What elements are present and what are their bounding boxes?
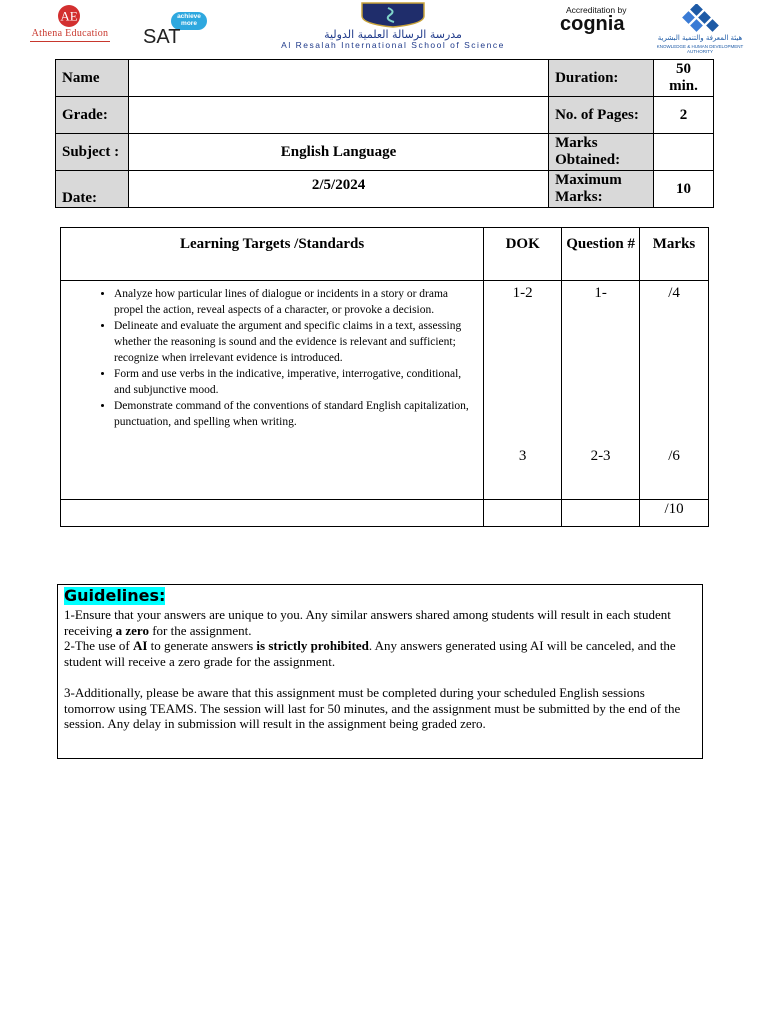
school-logo xyxy=(234,0,552,50)
guideline-2-tail: . Any answers generated using AI will be canceled, and the student will receive a zero grade for the assignment. xyxy=(64,638,676,669)
guideline-1-bold: a zero xyxy=(115,622,149,638)
guideline-1 xyxy=(64,607,696,638)
khda-name-arabic: هيئة المعرفة والتنمية البشرية xyxy=(657,34,743,42)
standards-header: Learning Targets /Standards xyxy=(61,228,484,281)
learning-targets-table xyxy=(60,227,709,527)
khda-cubes-icon xyxy=(678,4,722,34)
school-crest-icon xyxy=(360,2,426,28)
dok-cell xyxy=(484,281,562,500)
student-info-table xyxy=(55,59,714,208)
subject-value: English Language xyxy=(128,134,548,171)
date-label: Date: xyxy=(56,171,129,208)
athena-education-logo xyxy=(20,4,120,44)
grade-field[interactable] xyxy=(128,97,548,134)
total-marks: /10 xyxy=(640,500,709,527)
guideline-2-mid: to generate answers xyxy=(147,638,257,653)
max-marks-label: Maximum Marks: xyxy=(549,171,654,208)
cognia-brand: cognia xyxy=(560,13,625,35)
pages-label: No. of Pages: xyxy=(549,97,654,134)
dok-row1: 1-2 xyxy=(512,285,533,301)
question-cell xyxy=(562,281,640,500)
guideline-3: 3-Additionally, please be aware that this assignment must be completed during your scheduled English sessions tomorrow using TEAMS. The session will last for 50 minutes, and the assignment must be submitted by the end of the session. Any delay in submission will result in the assignment being graded zero. xyxy=(64,685,681,731)
total-blank-cell xyxy=(61,500,484,527)
athena-monogram-icon xyxy=(52,4,86,28)
guideline-2 xyxy=(64,638,696,669)
svg-text:AE: AE xyxy=(60,8,78,24)
standards-list xyxy=(62,286,482,430)
marks-obtained-label: Marks Obtained: xyxy=(549,134,654,171)
marks-row1: /4 xyxy=(668,285,680,301)
guideline-2-ai: AI xyxy=(132,638,148,653)
name-label: Name xyxy=(56,60,129,97)
name-field[interactable] xyxy=(128,60,548,97)
subject-label: Subject : xyxy=(56,134,129,171)
standards-cell xyxy=(61,281,484,500)
guidelines-title: Guidelines: xyxy=(64,586,166,605)
accreditation-label: Accreditation by xyxy=(566,5,627,15)
dok-row2: 3 xyxy=(518,448,527,464)
guidelines-box xyxy=(57,584,703,759)
grade-label: Grade: xyxy=(56,97,129,134)
athena-underline xyxy=(30,41,110,42)
guideline-1-text: 1-Ensure that your answers are unique to you. Any similar answers shared among students will result in each student receiving xyxy=(64,607,671,638)
marks-cell xyxy=(640,281,709,500)
dok-header: DOK xyxy=(484,228,562,281)
athena-name: Athena Education xyxy=(31,28,109,39)
pages-value: 2 xyxy=(654,97,714,134)
guideline-2-text: 2-The use of xyxy=(64,638,133,653)
duration-value: 50 min. xyxy=(654,60,714,97)
marks-header: Marks xyxy=(640,228,709,281)
guideline-2-bold: is strictly prohibited xyxy=(256,638,369,653)
max-marks-value: 10 xyxy=(654,171,714,208)
question-row2: 2-3 xyxy=(590,448,611,464)
marks-row2: /6 xyxy=(668,448,680,464)
total-dok-cell xyxy=(484,500,562,527)
total-question-cell xyxy=(562,500,640,527)
school-name-arabic: مدرسة الرسالة العلمية الدولية xyxy=(324,28,462,41)
cognia-logo xyxy=(560,4,644,38)
standard-item: • Form and use verbs in the indicative, imperative, interrogative, conditional, and subjunctive mood. xyxy=(114,366,482,398)
question-row1: 1- xyxy=(594,285,607,301)
standard-item: • Delineate and evaluate the argument and specific claims in a text, assessing whether the reasoning is sound and the evidence is relevant and sufficient; recognize when irrelevant evidence is introduced. xyxy=(114,318,482,366)
khda-name-english: KNOWLEDGE & HUMAN DEVELOPMENT AUTHORITY xyxy=(656,44,744,54)
marks-obtained-field[interactable] xyxy=(654,134,714,171)
standard-item: • Analyze how particular lines of dialogue or incidents in a story or drama propel the action, reveal aspects of a character, or provoke a decision. xyxy=(114,286,482,318)
sat-logo xyxy=(143,10,213,50)
standard-item: • Demonstrate command of the conventions of standard English capitalization, punctuation, and spelling when writing. xyxy=(114,398,482,430)
khda-logo xyxy=(650,4,750,54)
date-value: 2/5/2024 xyxy=(128,171,548,208)
duration-label: Duration: xyxy=(549,60,654,97)
school-name-english: Al Resalah International School of Science xyxy=(281,40,505,50)
question-header: Question # xyxy=(562,228,640,281)
sat-word: SAT xyxy=(143,26,181,48)
sat-badge: achieve more xyxy=(171,12,207,30)
guideline-1-tail: for the assignment. xyxy=(148,622,252,638)
